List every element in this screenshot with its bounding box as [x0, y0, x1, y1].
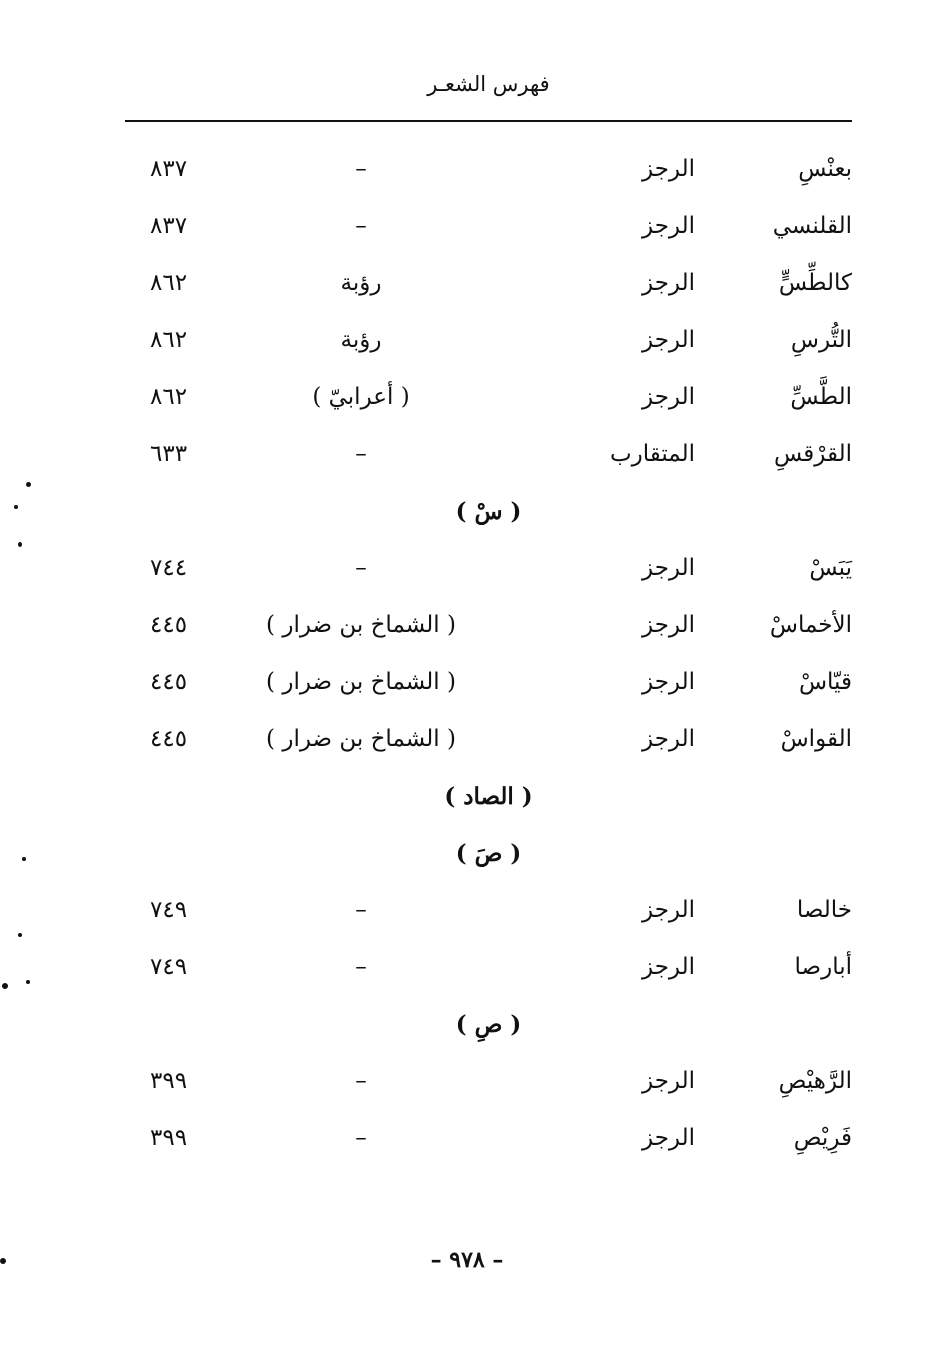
index-entry	[125, 882, 852, 939]
section-heading	[125, 483, 852, 540]
rhyme-word: التُّرسِ	[790, 327, 852, 353]
scan-speck	[22, 857, 26, 861]
rhyme-word: يَبَسْ	[809, 555, 852, 581]
index-entry	[125, 939, 852, 996]
page-ref: ٤٤٥	[150, 612, 188, 638]
section-heading-text: ( سْ )	[455, 498, 522, 525]
page-ref: ٦٣٣	[150, 441, 188, 467]
meter: الرجز	[642, 555, 695, 581]
scan-speck	[14, 505, 18, 509]
meter: الرجز	[642, 726, 695, 752]
scan-speck	[2, 983, 8, 989]
poet: ( الشماخ بن ضرار )	[266, 612, 456, 638]
index-entry	[125, 597, 852, 654]
rhyme-word: فَرِيْصِ	[793, 1125, 852, 1151]
meter: الرجز	[642, 270, 695, 296]
rhyme-word: القلنسي	[772, 213, 852, 239]
meter: الرجز	[642, 897, 695, 923]
index-entry	[125, 255, 852, 312]
poetry-index-list	[125, 141, 852, 1167]
scan-speck	[26, 482, 31, 487]
rhyme-word: القواسْ	[780, 726, 852, 752]
poet: ( الشماخ بن ضرار )	[266, 726, 456, 752]
scan-speck	[18, 933, 22, 937]
page-ref: ٣٩٩	[150, 1125, 188, 1151]
index-entry	[125, 198, 852, 255]
index-entry	[125, 1053, 852, 1110]
poet: ( الشماخ بن ضرار )	[266, 669, 456, 695]
page-ref: ٨٣٧	[150, 213, 188, 239]
header-rule	[125, 120, 852, 122]
meter: الرجز	[642, 384, 695, 410]
page-ref: ٨٦٢	[150, 384, 188, 410]
index-entry	[125, 654, 852, 711]
poet: ( أعرابيّ )	[312, 384, 410, 410]
poet: –	[355, 555, 367, 581]
index-entry	[125, 426, 852, 483]
page-ref: ٣٩٩	[150, 1068, 188, 1094]
section-heading	[125, 768, 852, 825]
meter: الرجز	[642, 213, 695, 239]
page-ref: ٧٤٩	[150, 954, 188, 980]
rhyme-word: قيّاسْ	[798, 669, 852, 695]
section-heading	[125, 996, 852, 1053]
page-ref: ٨٣٧	[150, 156, 188, 182]
meter: الرجز	[642, 954, 695, 980]
scan-speck	[18, 542, 22, 547]
rhyme-word: كالطِّسٍّ	[778, 270, 852, 296]
page-ref: ٤٤٥	[150, 726, 188, 752]
meter: الرجز	[642, 327, 695, 353]
poet: –	[355, 954, 367, 980]
page-ref: ٨٦٢	[150, 327, 188, 353]
rhyme-word: خالصا	[796, 897, 852, 923]
section-heading-text: ( صِ )	[455, 1011, 522, 1038]
poet: رؤبة	[340, 270, 382, 296]
section-heading-text: ( صَ )	[455, 840, 522, 867]
rhyme-word: القرْقسِ	[773, 441, 852, 467]
index-entry	[125, 711, 852, 768]
poet: رؤبة	[340, 327, 382, 353]
page-ref: ٧٤٩	[150, 897, 188, 923]
running-header: فهرس الشعـر	[427, 72, 550, 96]
meter: المتقارب	[609, 441, 695, 467]
rhyme-word: الطَّسِّ	[790, 384, 852, 410]
poet: –	[355, 1125, 367, 1151]
page-ref: ٨٦٢	[150, 270, 188, 296]
page-number: – ٩٧٨ –	[430, 1247, 504, 1273]
index-entry	[125, 369, 852, 426]
meter: الرجز	[642, 669, 695, 695]
meter: الرجز	[642, 156, 695, 182]
index-entry	[125, 1110, 852, 1167]
index-entry	[125, 540, 852, 597]
scan-speck	[0, 1258, 6, 1264]
section-heading-text: ( الصاد )	[444, 783, 533, 810]
rhyme-word: أبارصا	[794, 954, 852, 980]
section-heading	[125, 825, 852, 882]
rhyme-word: الرَّهيْصِ	[778, 1068, 852, 1094]
poet: –	[355, 213, 367, 239]
poet: –	[355, 441, 367, 467]
page-ref: ٧٤٤	[150, 555, 188, 581]
poet: –	[355, 1068, 367, 1094]
poet: –	[355, 156, 367, 182]
meter: الرجز	[642, 1125, 695, 1151]
poet: –	[355, 897, 367, 923]
scan-speck	[26, 980, 30, 984]
rhyme-word: بعنْسِ	[798, 156, 852, 182]
page-ref: ٤٤٥	[150, 669, 188, 695]
index-entry	[125, 312, 852, 369]
meter: الرجز	[642, 612, 695, 638]
rhyme-word: الأخماسْ	[769, 612, 852, 638]
meter: الرجز	[642, 1068, 695, 1094]
index-entry	[125, 141, 852, 198]
